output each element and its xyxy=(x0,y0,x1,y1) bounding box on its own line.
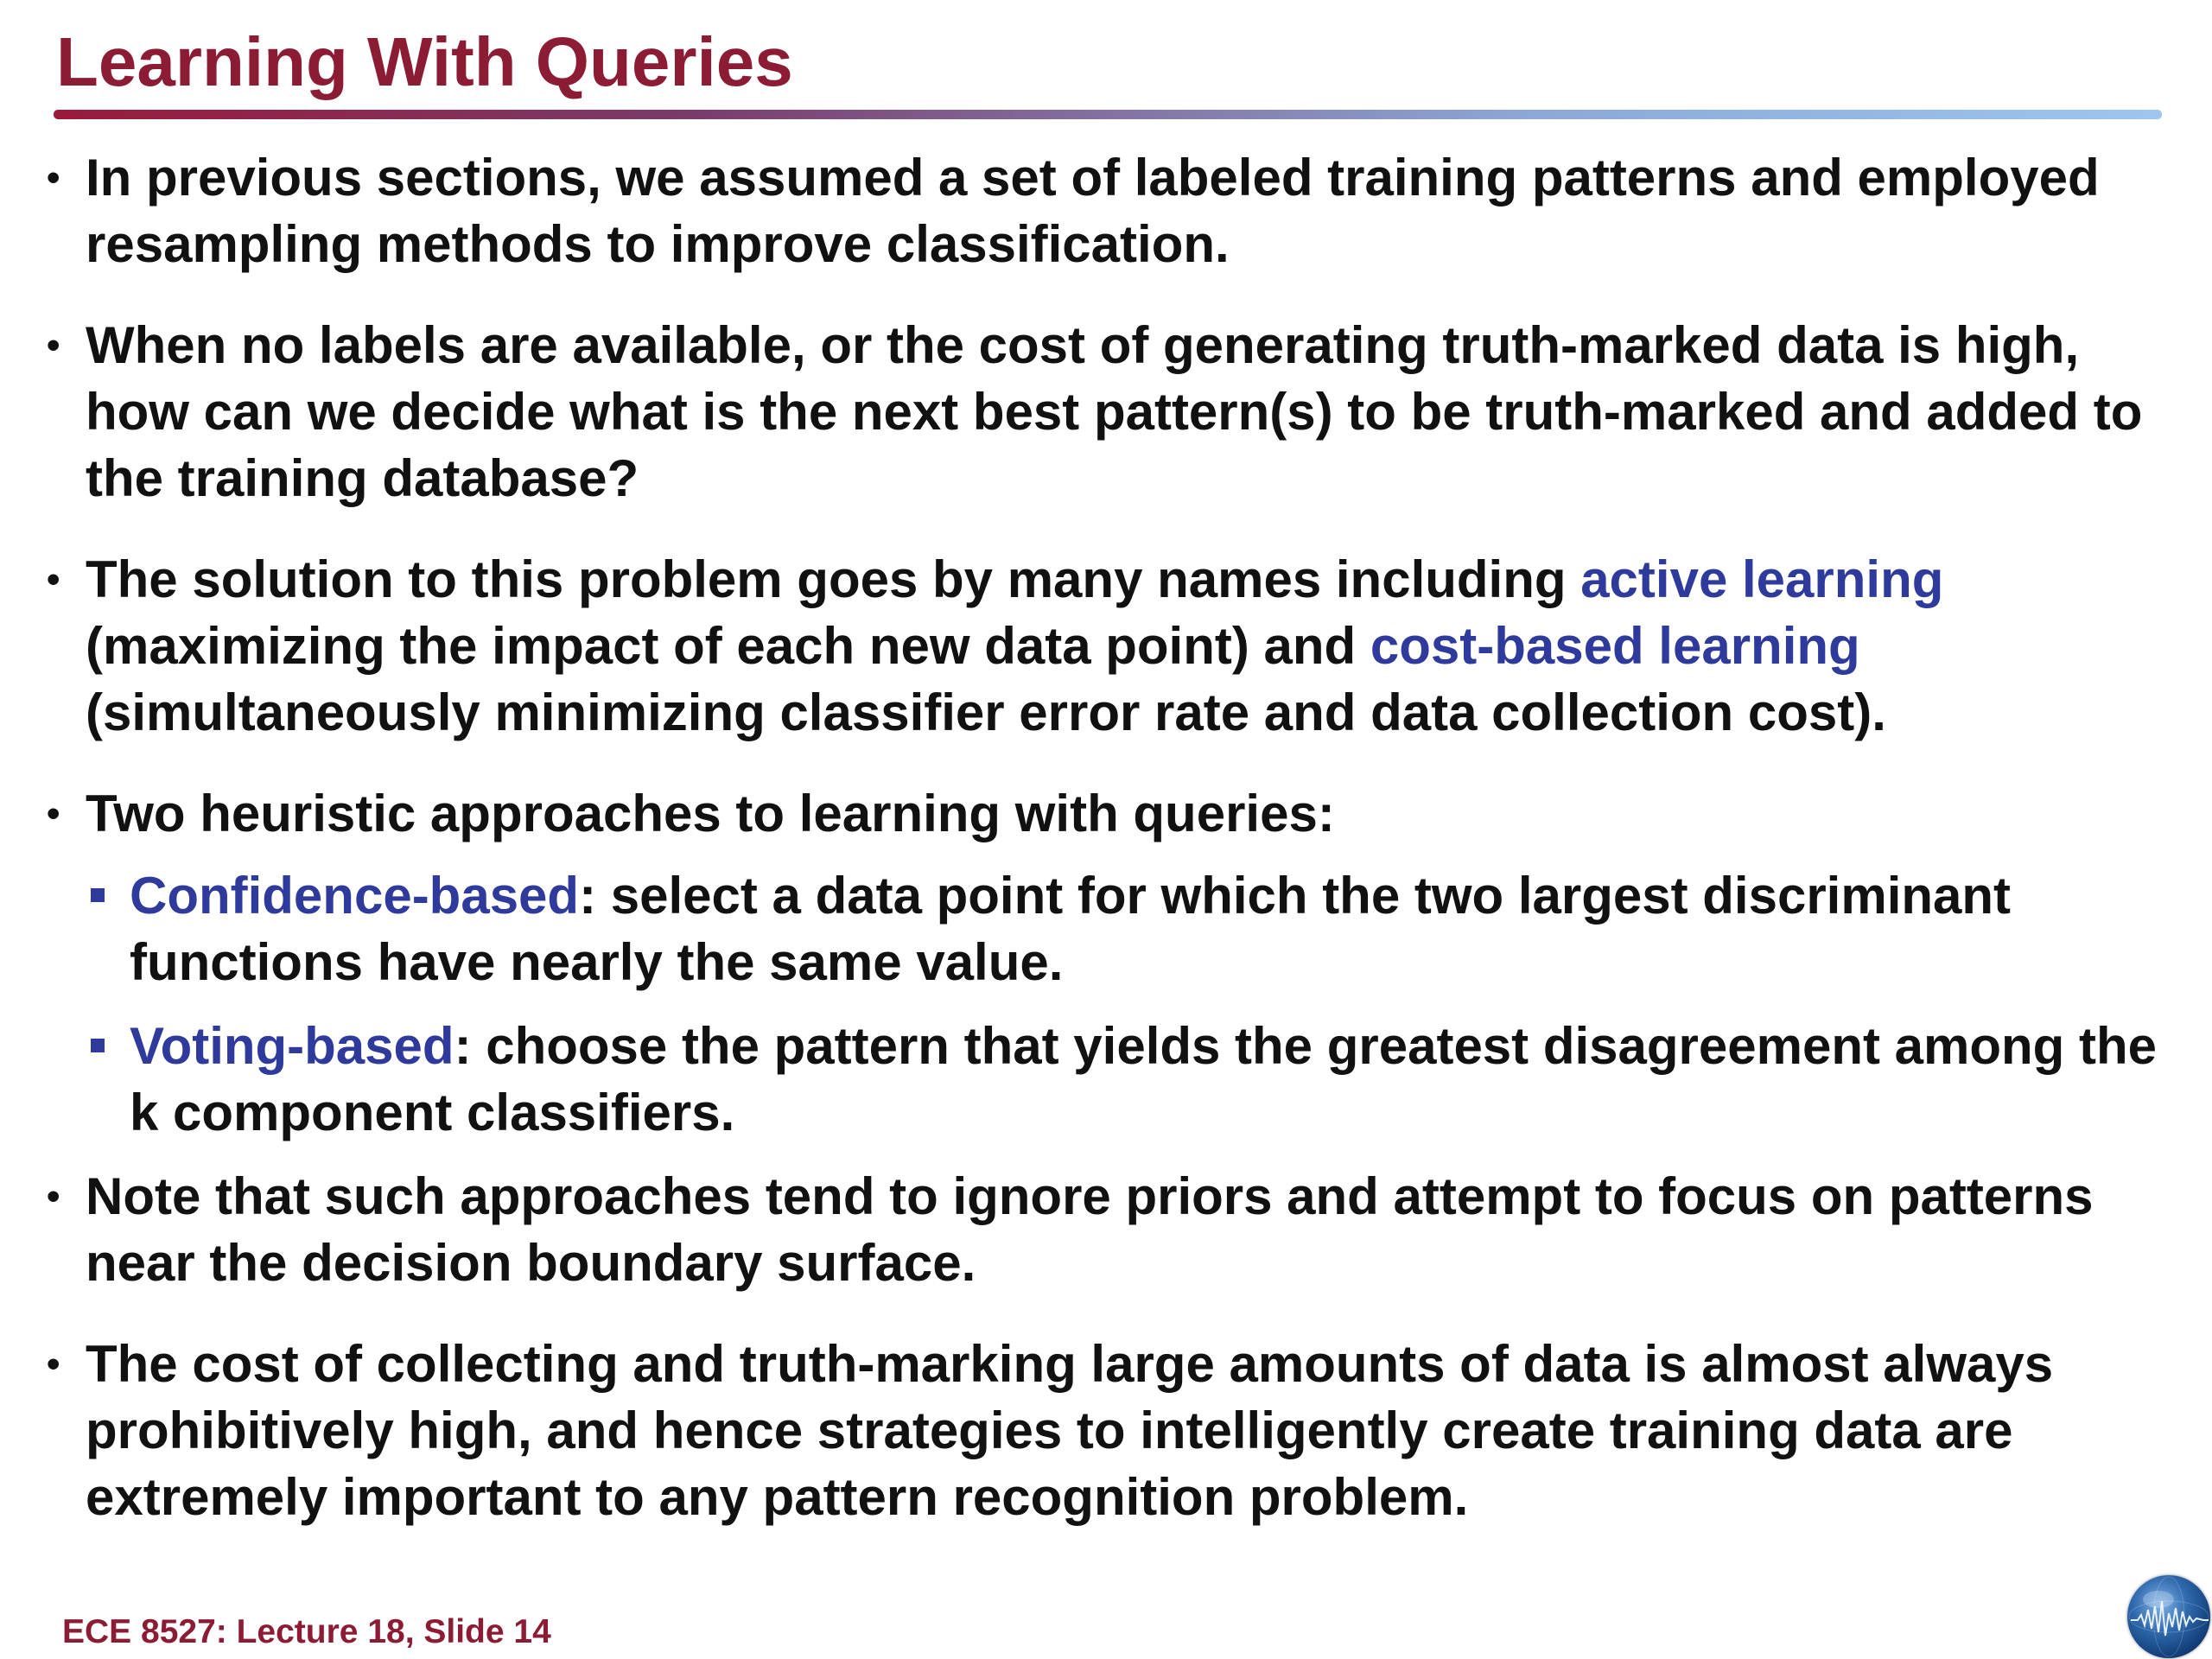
slide-footer: ECE 8527: Lecture 18, Slide 14 xyxy=(62,1613,551,1650)
sub-bullet-item xyxy=(130,862,2160,995)
bullet-item xyxy=(43,780,2160,1146)
bullet-dot-icon: • xyxy=(47,324,60,366)
term-voting-based: Voting-based xyxy=(130,1017,454,1075)
term-cost-based-learning: cost-based learning xyxy=(1370,617,1860,675)
bullet-text: In previous sections, we assumed a set of labeled training patterns and employed resampling methods to improve classification. xyxy=(86,149,2100,273)
square-bullet-icon xyxy=(91,1039,105,1052)
term-active-learning: active learning xyxy=(1580,550,1944,608)
bullet-dot-icon: • xyxy=(47,1175,60,1217)
bullet-text: The solution to this problem goes by many names including xyxy=(86,550,1581,608)
bullet-item xyxy=(43,1331,2160,1530)
bullet-item xyxy=(43,144,2160,277)
bullet-text: Two heuristic approaches to learning with queries: xyxy=(86,785,1335,842)
bullet-item xyxy=(43,312,2160,512)
sub-bullet-text: : select a data point for which the two largest discriminant functions have nearly the same value. xyxy=(130,867,2012,991)
bullet-item xyxy=(43,1163,2160,1296)
bullet-text: (simultaneously minimizing classifier error rate and data collection cost). xyxy=(86,683,1886,741)
bullet-dot-icon: • xyxy=(47,792,60,835)
bullet-dot-icon: • xyxy=(47,156,60,199)
bullet-text: (maximizing the impact of each new data point) and xyxy=(86,617,1370,675)
globe-waveform xyxy=(2127,1575,2210,1658)
bullet-text: When no labels are available, or the cost of generating truth-marked data is high, how can we decide what is the next best pattern(s) to be truth-marked and added to the training database? xyxy=(86,316,2143,507)
sub-bullet-list xyxy=(86,862,2160,1146)
slide-title: Learning With Queries xyxy=(56,23,793,100)
sub-bullet-item xyxy=(130,1013,2160,1146)
bullet-text: Note that such approaches tend to ignore priors and attempt to focus on patterns near the decision boundary surface. xyxy=(86,1167,2094,1292)
bullet-dot-icon: • xyxy=(47,558,60,601)
globe-logo-icon xyxy=(2127,1575,2210,1658)
bullet-list xyxy=(43,144,2160,1565)
square-bullet-icon xyxy=(91,888,105,902)
title-underline xyxy=(54,110,2162,119)
bullet-text: The cost of collecting and truth-marking large amounts of data is almost always prohibitively high, and hence strategies to intelligently create training data are extremely important to any pattern recognition problem. xyxy=(86,1335,2054,1526)
sub-bullet-text: : choose the pattern that yields the greatest disagreement among the k component classifiers. xyxy=(130,1017,2157,1141)
bullet-dot-icon: • xyxy=(47,1343,60,1385)
bullet-item xyxy=(43,546,2160,746)
term-confidence-based: Confidence-based xyxy=(130,867,580,925)
